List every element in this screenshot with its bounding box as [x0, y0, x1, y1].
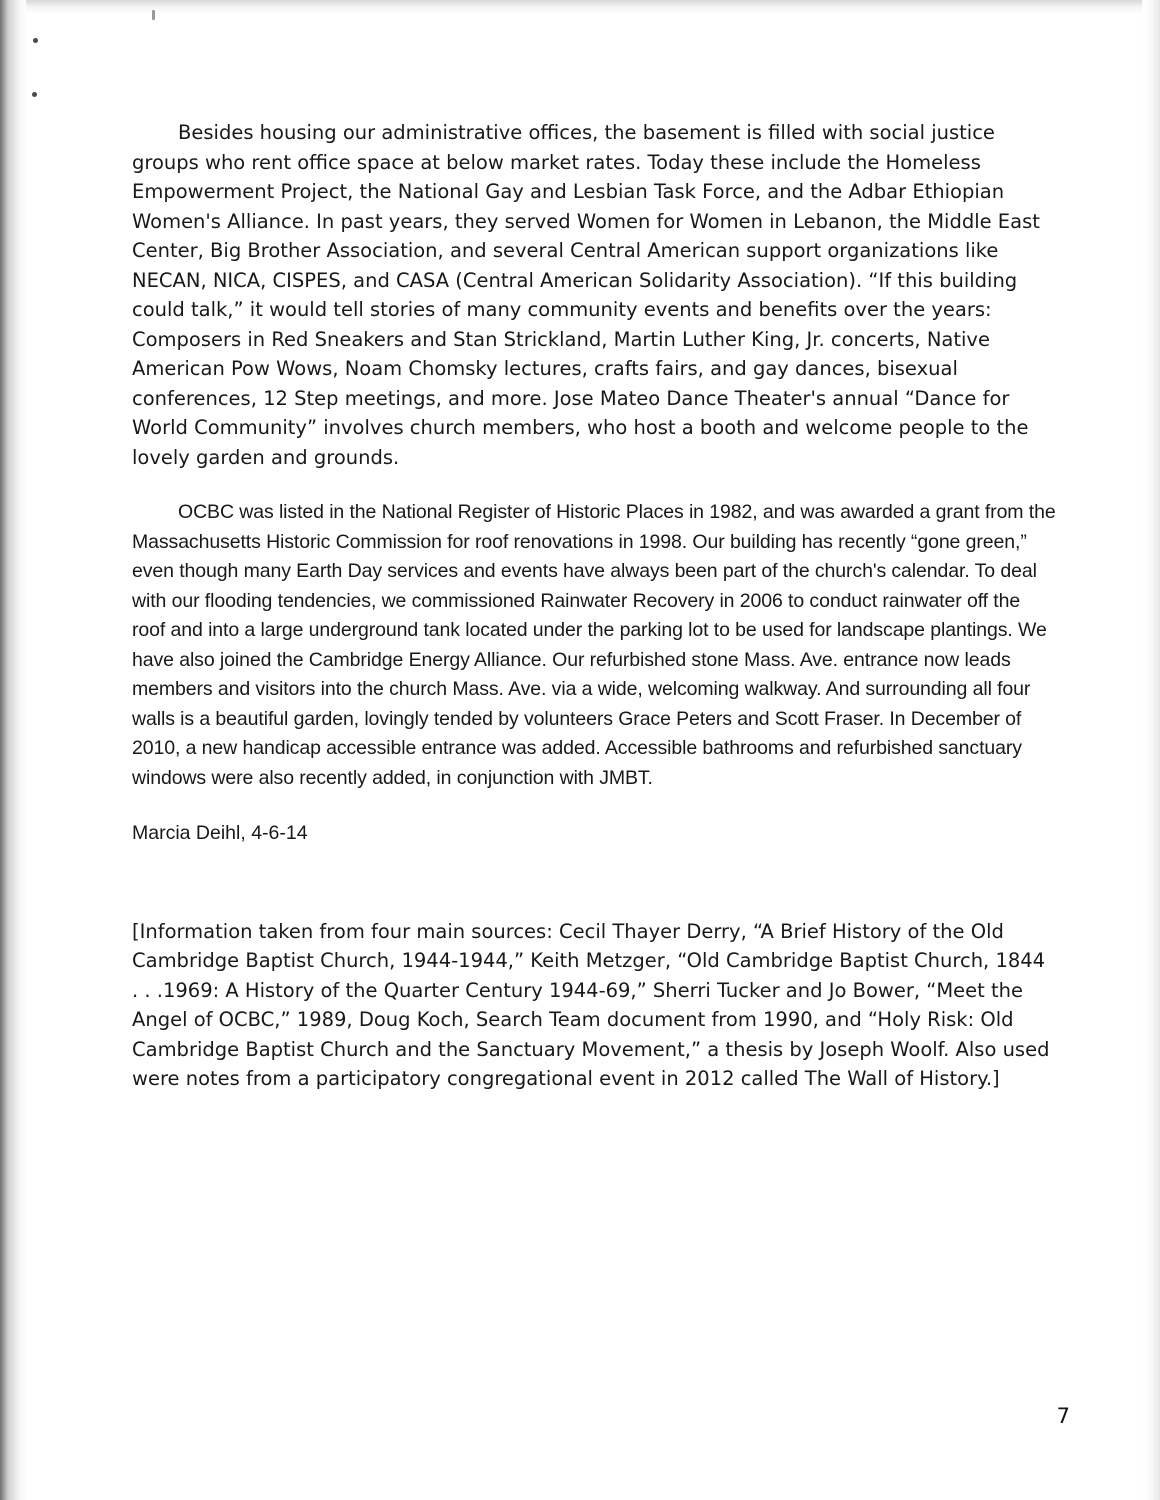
page-number: 7	[1056, 1404, 1070, 1428]
scan-edge-top	[0, 0, 1160, 14]
spacer	[132, 875, 1057, 917]
paragraph-historic-register: OCBC was listed in the National Register of Historic Places in 1982, and was awarded a grant from the Massachusetts Historic Commission for roof renovations in 1998. Our building has recently “gone green,” even though many Earth Day services and events have always been part of the church's calendar. To deal with our flooding tendencies, we commissioned Rainwater Recovery in 2006 to conduct rainwater off the roof and into a large underground tank located under the parking lot to be used for landscape plantings. We have also joined the Cambridge Energy Alliance. Our refurbished stone Mass. Ave. entrance now leads members and visitors into the church Mass. Ave. via a wide, welcoming walkway. And surrounding all four walls is a beautiful garden, lovingly tended by volunteers Grace Peters and Scott Fraser. In December of 2010, a new handicap accessible entrance was added. Accessible bathrooms and refurbished sanctuary windows were also recently added, in conjunction with JMBT.	[132, 501, 1056, 789]
scan-edge-right	[1142, 0, 1160, 1500]
scan-speck	[32, 92, 37, 97]
scan-edge-left	[0, 0, 26, 1500]
scan-speck	[33, 38, 38, 43]
scan-mark	[152, 10, 155, 20]
paragraph-basement: Besides housing our administrative offices, the basement is filled with social justice groups who rent office space at below market rates. Today these include the Homeless Empowerment Project, the National Gay and Lesbian Task Force, and the Adbar Ethiopian Women's Alliance. In past years, they served Women for Women in Lebanon, the Middle East Center, Big Brother Association, and several Central American support organizations like NECAN, NICA, CISPES, and CASA (Central American Solidarity Association). “If this building could talk,” it would tell stories of many community events and benefits over the years: Composers in Red Sneakers and Stan Strickland, Martin Luther King, Jr. concerts, Native American Pow Wows, Noam Chomsky lectures, crafts fairs, and gay dances, bisexual conferences, 12 Step meetings, and more. Jose Mateo Dance Theater's annual “Dance for World Community” involves church members, who host a booth and welcome people to the lovely garden and grounds.	[132, 121, 1040, 469]
document-body	[132, 118, 1057, 1120]
author-signature: Marcia Deihl, 4-6-14	[132, 822, 308, 844]
sources-note: [Information taken from four main sources: Cecil Thayer Derry, “A Brief History of the Old Cambridge Baptist Church, 1944-1944,” Keith Metzger, “Old Cambridge Baptist Church, 1844 . . .1969: A History of the Quarter Century 1944-69,” Sherri Tucker and Jo Bower, “Meet the Angel of OCBC,” 1989, Doug Koch, Search Team document from 1990, and “Holy Risk: Old Cambridge Baptist Church and the Sanctuary Movement,” a thesis by Joseph Woolf. Also used were notes from a participatory congregational event in 2012 called The Wall of History.]	[132, 919, 1050, 1090]
